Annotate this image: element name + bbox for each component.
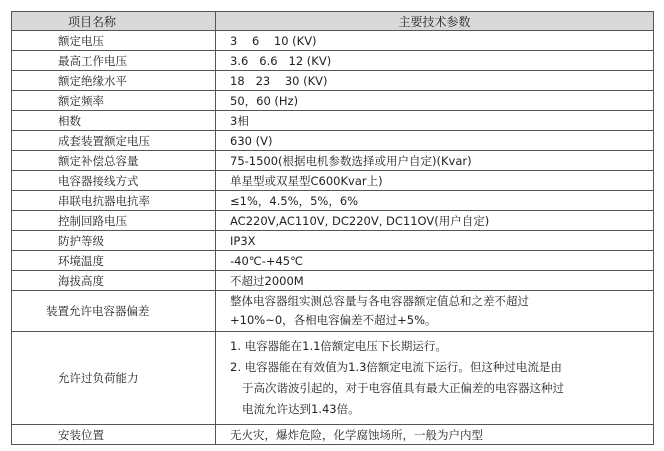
row-value: 50，60 (Hz) xyxy=(216,91,654,111)
row-value: 18 23 30 (KV) xyxy=(216,71,654,91)
row-value: ≤1%，4.5%，5%，6% xyxy=(216,191,654,211)
row-label: 电容器接线方式 xyxy=(12,171,216,191)
row-label: 最高工作电压 xyxy=(12,51,216,71)
deviation-line: +10%~0，各相电容偏差不超过+5%。 xyxy=(230,313,437,327)
row-label: 额定绝缘水平 xyxy=(12,71,216,91)
table-row xyxy=(12,151,654,171)
deviation-line: 整体电容器组实测总容量与各电容器额定值总和之差不超过 xyxy=(230,294,529,308)
row-value: AC220V,AC110V, DC220V, DC11OV(用户自定) xyxy=(216,211,654,231)
table-row xyxy=(12,211,654,231)
table-row xyxy=(12,131,654,151)
row-label: 控制回路电压 xyxy=(12,211,216,231)
table-row xyxy=(12,31,654,51)
table-row xyxy=(12,171,654,191)
spec-table xyxy=(11,11,654,445)
row-label: 防护等级 xyxy=(12,231,216,251)
row-label: 串联电抗器电抗率 xyxy=(12,191,216,211)
row-label: 环境温度 xyxy=(12,251,216,271)
table-row xyxy=(12,231,654,251)
table-row-deviation xyxy=(12,291,654,332)
row-label: 装置允许电容器偏差 xyxy=(12,291,216,332)
row-value: 无火灾，爆炸危险，化学腐蚀场所，一般为户内型 xyxy=(216,425,654,445)
row-label: 额定频率 xyxy=(12,91,216,111)
row-value: 3 6 10 (KV) xyxy=(216,31,654,51)
row-label: 安装位置 xyxy=(12,425,216,445)
row-value: IP3X xyxy=(216,231,654,251)
row-value: 3相 xyxy=(216,111,654,131)
overload-line: 电流允许达到1.43倍。 xyxy=(242,402,360,416)
table-row xyxy=(12,191,654,211)
table-row xyxy=(12,71,654,91)
table-row xyxy=(12,91,654,111)
overload-line: 于高次谐波引起的，对于电容值具有最大正偏差的电容器这种过 xyxy=(242,381,564,395)
row-label: 额定补偿总容量 xyxy=(12,151,216,171)
row-label: 相数 xyxy=(12,111,216,131)
table-row xyxy=(12,111,654,131)
row-value: 75-1500(根据电机参数选择或用户自定)(Kvar) xyxy=(216,151,654,171)
table-row xyxy=(12,271,654,291)
overload-line: 2. 电容器能在有效值为1.3倍额定电流下运行。但这种过电流是由 xyxy=(230,360,562,374)
row-value: 3.6 6.6 12 (KV) xyxy=(216,51,654,71)
header-tech-params: 主要技术参数 xyxy=(216,12,654,31)
row-label: 海拔高度 xyxy=(12,271,216,291)
table-row xyxy=(12,425,654,445)
row-label: 成套装置额定电压 xyxy=(12,131,216,151)
row-label: 额定电压 xyxy=(12,31,216,51)
table-row xyxy=(12,51,654,71)
row-value: 单星型或双星型C600Kvar上) xyxy=(216,171,654,191)
row-value-multiline xyxy=(216,291,654,332)
table-row xyxy=(12,251,654,271)
table-row-overload xyxy=(12,332,654,425)
header-item-name: 项目名称 xyxy=(12,12,216,31)
spec-table-container xyxy=(11,11,653,445)
row-value: 不超过2000M xyxy=(216,271,654,291)
row-value: -40℃-+45℃ xyxy=(216,251,654,271)
row-label: 允许过负荷能力 xyxy=(12,332,216,425)
overload-line: 1. 电容器能在1.1倍额定电压下长期运行。 xyxy=(230,339,447,353)
row-value: 630 (V) xyxy=(216,131,654,151)
table-header-row xyxy=(12,12,654,31)
row-value-multiline xyxy=(216,332,654,425)
